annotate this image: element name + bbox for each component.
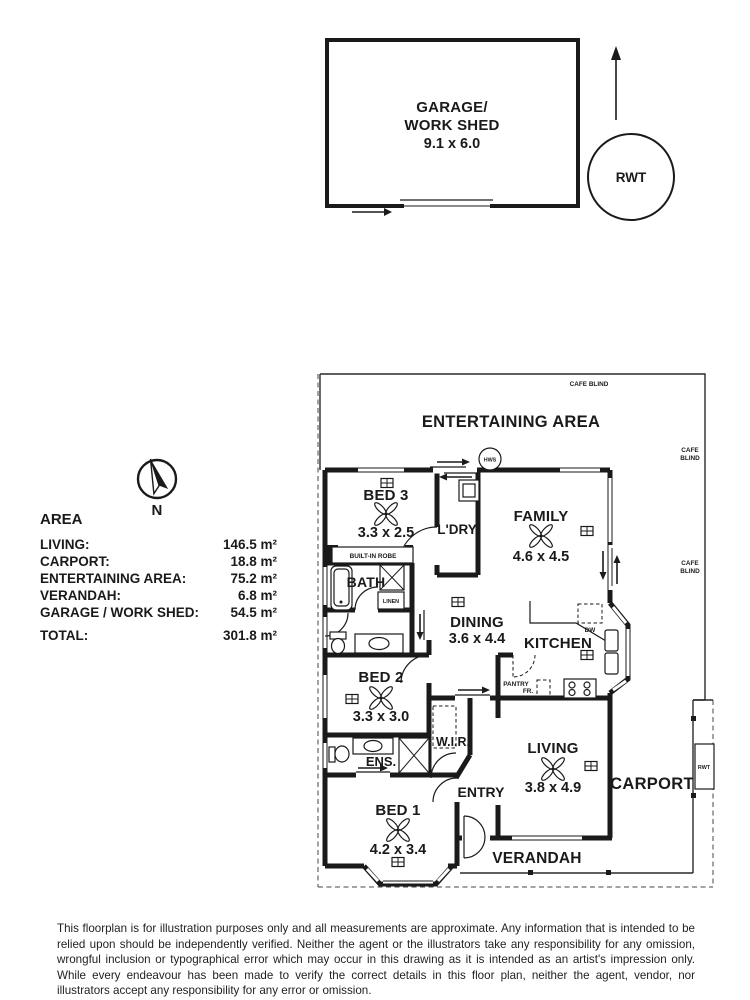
kitchen-cooktop	[564, 679, 596, 698]
wall-vent-icon	[581, 527, 593, 536]
area-row-label: GARAGE / WORK SHED:	[40, 605, 200, 620]
cafe-blind-top-label: CAFE BLIND	[569, 381, 609, 388]
room-entry-label: ENTRY	[457, 784, 505, 800]
area-row-value: 146.5 m²	[222, 537, 277, 552]
room-bed1-label: BED 1	[375, 802, 421, 819]
area-row-value: 54.5 m²	[230, 605, 277, 620]
garage-dims: 9.1 x 6.0	[423, 136, 481, 152]
garage-label-line2: WORK SHED	[404, 117, 500, 134]
room-bed3-label: BED 3	[363, 487, 409, 504]
room-dining-label: DINING	[450, 614, 504, 631]
wall-vent-icon	[346, 695, 358, 704]
garage-label-line1: GARAGE/	[416, 99, 488, 116]
ceiling-fan-icon	[540, 756, 566, 782]
ceiling-fan-icon	[528, 523, 554, 549]
area-row-label: CARPORT:	[40, 554, 110, 569]
wc-toilet	[330, 632, 346, 654]
compass-icon	[138, 457, 176, 498]
area-title: AREA	[40, 511, 83, 528]
compass-north-label: N	[151, 502, 163, 519]
laundry-trough	[459, 480, 479, 501]
room-bed2-dims: 3.3 x 3.0	[352, 709, 410, 725]
garage-door-arrow-icon	[352, 208, 392, 216]
fridge-label: FR.	[522, 688, 534, 695]
cafe-blind-right1-line1: CAFE	[681, 447, 699, 454]
room-ldry-label: L'DRY	[437, 522, 477, 537]
cafe-blind-right2-line2: BLIND	[680, 568, 700, 575]
disclaimer-text: This floorplan is for illustration purposes only and all measurements are approximate. Any information that is intended to be relied upon should be independently verified. Neither the agent or the illustrators take any responsibility for any omission, wrongful inclusion or typographical error which may occur in this drawing as it is intended as an artist's impression only. While every endeavour has been made to verify the correct details in this floor plan, neither the agent, vendor, nor illustrators accept any responsibility for any error or omission.	[57, 922, 695, 998]
room-family-label: FAMILY	[513, 508, 569, 525]
room-living-label: LIVING	[527, 740, 579, 757]
ens-toilet	[329, 746, 349, 762]
kitchen-sink	[605, 630, 618, 674]
pantry-label: PANTRY	[503, 681, 529, 688]
room-bed2-label: BED 2	[358, 669, 404, 686]
wall-vent-icon	[585, 762, 597, 771]
area-row-value: 6.8 m²	[237, 588, 277, 603]
bath-vanity	[355, 634, 403, 653]
area-row-label: VERANDAH:	[40, 588, 121, 603]
room-dining-dims: 3.6 x 4.4	[448, 631, 506, 647]
ceiling-fan-icon	[373, 501, 399, 527]
room-living-dims: 3.8 x 4.9	[524, 780, 582, 796]
linen-label: LINEN	[382, 599, 400, 605]
room-bed1-dims: 4.2 x 3.4	[369, 842, 427, 858]
verandah-label: VERANDAH	[492, 850, 582, 867]
driveway-arrow-icon	[611, 46, 621, 120]
room-ens-label: ENS.	[365, 754, 397, 769]
area-table	[40, 511, 277, 643]
area-total-label: TOTAL:	[40, 628, 89, 643]
wall-vent-icon	[452, 598, 464, 607]
cafe-blind-right2-line1: CAFE	[681, 560, 699, 567]
ceiling-fan-icon	[368, 685, 394, 711]
room-bath-label: BATH	[346, 574, 386, 590]
room-family-dims: 4.6 x 4.5	[512, 549, 570, 565]
room-bed3-dims: 3.3 x 2.5	[357, 525, 415, 541]
area-row-label: LIVING:	[40, 537, 90, 552]
ceiling-fan-icon	[385, 817, 411, 843]
ens-shower	[399, 738, 429, 773]
area-row-label: ENTERTAINING AREA:	[40, 571, 187, 586]
area-total-value: 301.8 m²	[222, 628, 277, 643]
area-row-value: 18.8 m²	[230, 554, 277, 569]
carport-label: CARPORT	[610, 775, 694, 793]
entertaining-area-label: ENTERTAINING AREA	[421, 413, 601, 431]
area-row-value: 75.2 m²	[230, 571, 277, 586]
cafe-blind-right1-line2: BLIND	[680, 455, 700, 462]
rainwater-tank-label: RWT	[615, 170, 647, 185]
built-in-robe-label: BUILT-IN ROBE	[349, 553, 397, 560]
hws-label: HWS	[483, 457, 497, 464]
rwt-small-label: RWT	[697, 765, 711, 771]
ens-vanity	[353, 738, 393, 754]
room-wir-label: W.I.R.	[435, 735, 471, 749]
dw-label: DW	[584, 627, 596, 634]
room-kitchen-label: KITCHEN	[523, 635, 593, 652]
wall-vent-icon	[392, 858, 404, 867]
